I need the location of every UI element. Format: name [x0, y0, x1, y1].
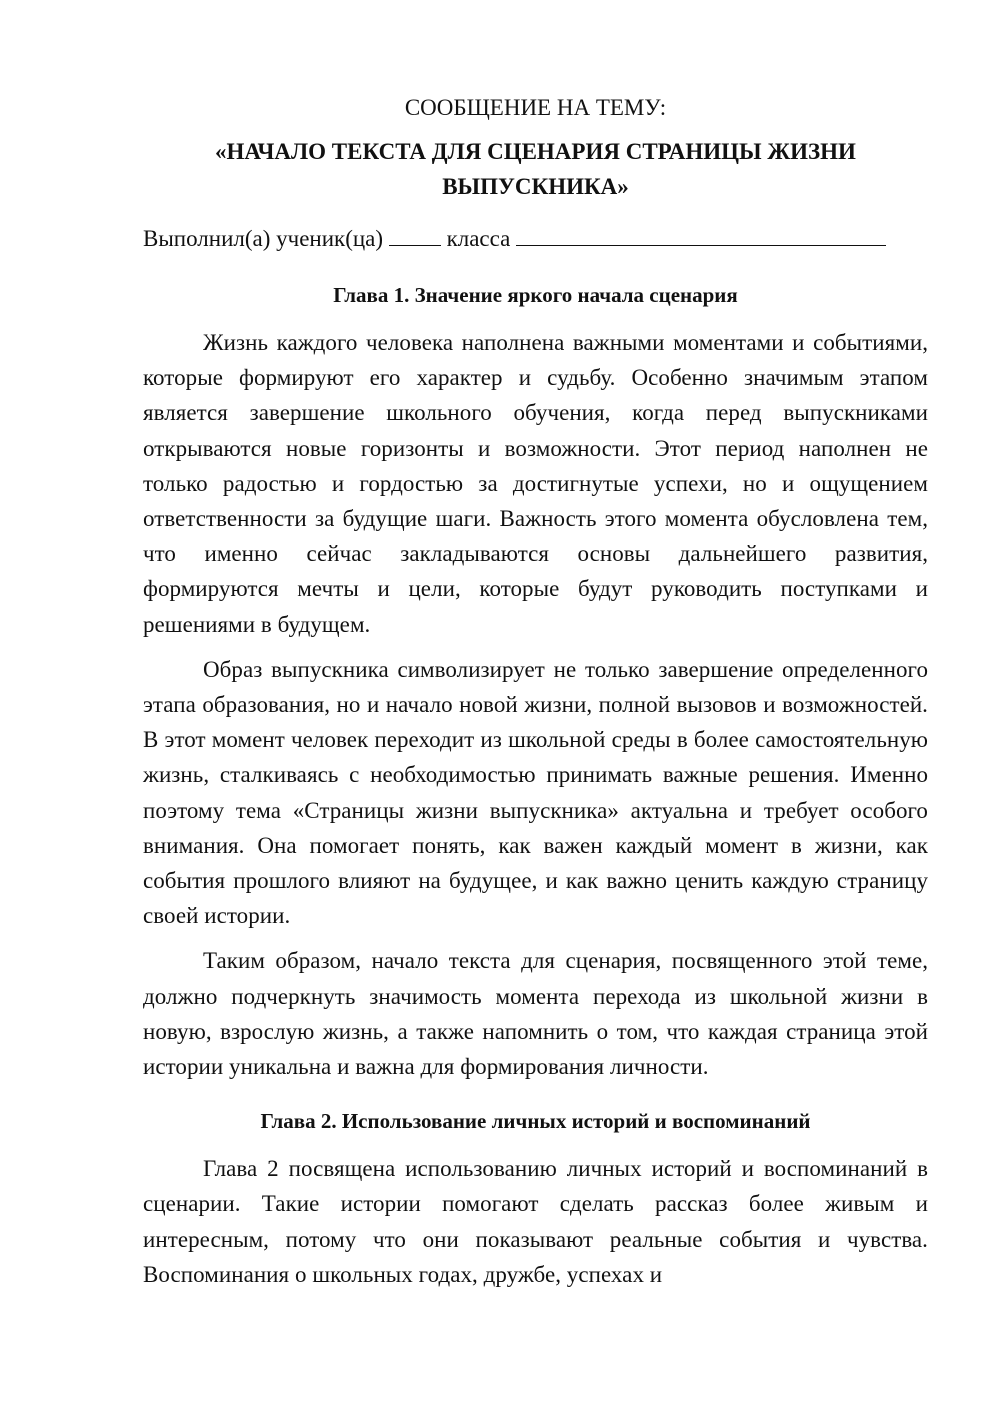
author-middle: класса [446, 226, 511, 251]
author-line [143, 223, 928, 255]
chapter-2-paragraph: Глава 2 посвящена использованию личных историй и воспоминаний в сценарии. Такие истории помогают сделать рассказ более живым и интересным, потому что они показывают реальные события и чувства. Воспоминания о школьных годах, дружбе, успехах и [143, 1156, 928, 1287]
chapter-1-paragraph: Жизнь каждого человека наполнена важными моментами и событиями, которые формируют его характер и судьбу. Особенно значимым этапом является завершение школьного обучения, когда перед выпускниками открываются новые горизонты и возможности. Этот период наполнен не только радостью и гордостью за достигнутые успехи, но и ощущением ответственности за будущие шаги. Важность этого момента обусловлена тем, что именно сейчас закладываются основы дальнейшего развития, формируются мечты и цели, которые будут руководить поступками и решениями в будущем. [143, 330, 928, 637]
class-number-blank [389, 223, 441, 246]
student-name-blank [516, 223, 886, 246]
chapter-1-paragraph: Образ выпускника символизирует не только завершение определенного этапа образования, но и начало новой жизни, полной вызовов и возможностей. В этот момент человек переходит из школьной среды в более самостоятельную жизнь, сталкиваясь с необходимостью принимать важные решения. Именно поэтому тема «Страницы жизни выпускника» актуальна и требует особого внимания. Она помогает понять, как важен каждый момент в жизни, как события прошлого влияют на будущее, и как важно ценить каждую страницу своей истории. [143, 656, 928, 929]
author-prefix: Выполнил(а) ученик(ца) [143, 226, 384, 251]
chapter-1-paragraph: Таким образом, начало текста для сценария, посвященного этой теме, должно подчеркнуть значимость момента перехода из школьной жизни в новую, взрослую жизнь, а также напомнить о том, что каждая страница этой истории уникальна и важна для формирования личности. [143, 948, 928, 1080]
chapter-1-title: Глава 1. Значение яркого начала сценария [333, 283, 738, 307]
document-header: СООБЩЕНИЕ НА ТЕМУ: [404, 95, 667, 120]
document-title: «НАЧАЛО ТЕКСТА ДЛЯ СЦЕНАРИЯ СТРАНИЦЫ ЖИЗНИ ВЫПУСКНИКА» [215, 139, 856, 199]
document-content [143, 92, 928, 1292]
chapter-2-title: Глава 2. Использование личных историй и воспоминаний [260, 1109, 811, 1134]
